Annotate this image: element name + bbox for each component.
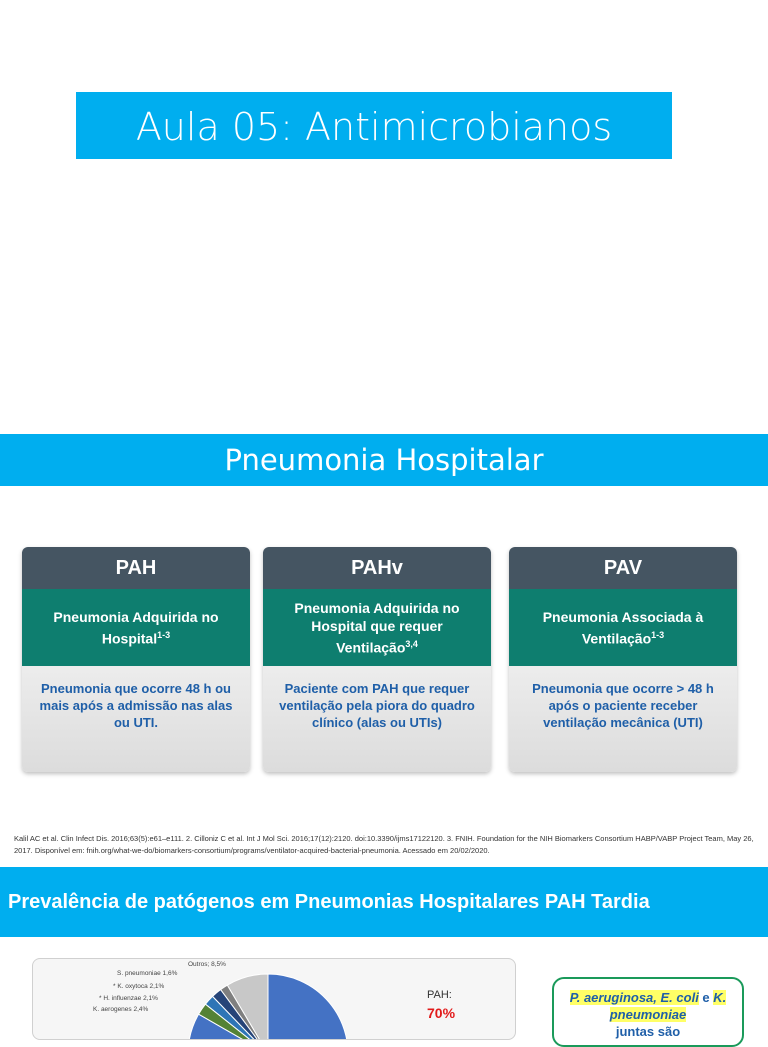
card-abbr: PAV xyxy=(509,547,737,589)
slice-label-h-influenzae: * H. influenzae 2,1% xyxy=(99,995,158,1002)
card-name: Pneumonia Associada à Ventilação$^{1-3}$ xyxy=(509,589,737,666)
slice-label-outros: Outros; 8,5% xyxy=(188,961,226,968)
slice-label-k-aerogenes: K. aerogenes 2,4% xyxy=(93,1006,149,1013)
pah-label: PAH: xyxy=(427,989,452,1001)
card-pah xyxy=(22,547,250,772)
callout-pathogens-1: P. aeruginosa, E. coli xyxy=(569,990,699,1005)
pie-chart-panel xyxy=(32,958,516,1040)
slice-label-s-pneumoniae: S. pneumoniae 1,6% xyxy=(117,970,178,977)
pie-slices xyxy=(188,974,348,1039)
card-name: Pneumonia Adquirida no Hospital que requer Ventilação$^{3,4}$ xyxy=(263,589,491,666)
callout-pathogens-2: K. pneumoniae xyxy=(609,990,727,1022)
card-description: Pneumonia que ocorre > 48 h após o paciente receber ventilação mecânica (UTI) xyxy=(532,681,714,730)
prevalence-title: Prevalência de patógenos em Pneumonias Hospitalares PAH Tardia xyxy=(0,867,768,937)
callout-text: juntas são xyxy=(615,1024,681,1039)
card-description: Paciente com PAH que requer ventilação pela piora do quadro clínico (alas ou UTIs) xyxy=(279,681,475,730)
card-pav xyxy=(509,547,737,772)
card-abbr: PAH xyxy=(22,547,250,589)
slice-label-k-oxytoca: * K. oxytoca 2,1% xyxy=(113,983,165,990)
callout-box: P. aeruginosa, E. coli e K. pneumoniae juntas são xyxy=(552,977,744,1047)
card-pahv xyxy=(263,547,491,772)
pah-value: 70% xyxy=(427,1005,456,1021)
card-abbr: PAHv xyxy=(263,547,491,589)
card-description: Pneumonia que ocorre 48 h ou mais após a admissão nas alas ou UTI. xyxy=(39,681,233,730)
card-name: Pneumonia Adquirida no Hospital$^{1-3}$ xyxy=(22,589,250,666)
section-title: Pneumonia Hospitalar xyxy=(0,434,768,486)
references: Kalil AC et al. Clin Infect Dis. 2016;63(5):e61–e111. 2. Cilloniz C et al. Int J Mol Sci. 2016;17(12):2120. doi:10.3390/ijms17122120. 3. FNIH. Foundation for the NIH Biomarkers Consortium HABP/VABP Project Team, May 26, 2017. Disponível em: fnih.org/what-we-do/biomarkers-consortium/programs/ventilator-acquired-bacterial-pneumonia. Acessado em 20/02/2020. xyxy=(14,834,754,855)
slide-title: Aula 05: Antimicrobianos xyxy=(76,92,672,159)
